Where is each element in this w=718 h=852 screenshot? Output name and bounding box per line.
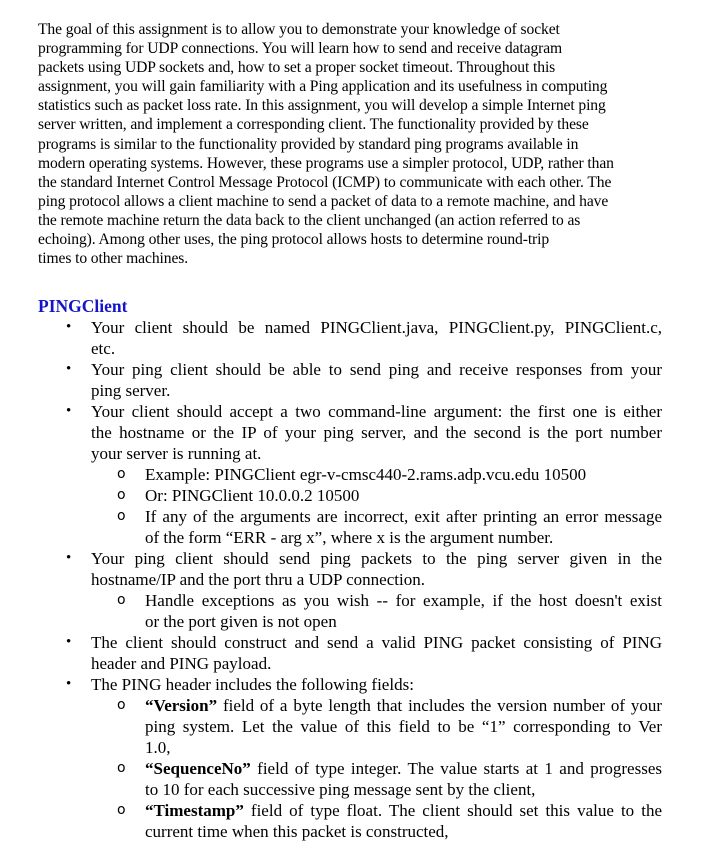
sub-item-line: Or: PINGClient 10.0.0.2 10500	[145, 486, 360, 506]
sub-item-line: If any of the arguments are incorrect, exit after printing an error message	[145, 507, 662, 527]
list-item-line: Your ping client should be able to send ping and receive responses from your	[91, 360, 662, 380]
list-item-line: your server is running at.	[91, 444, 262, 464]
field-desc: field of type float. The client should set this value to the	[243, 801, 662, 821]
sub-item-line: Handle exceptions as you wish -- for example, if the host doesn't exist	[145, 591, 662, 611]
intro-line: echoing). Among other uses, the ping protocol allows hosts to determine round-trip	[38, 231, 550, 249]
sub-item-line: of the form “ERR - arg x”, where x is the argument number.	[145, 528, 554, 548]
sub-item-line	[145, 800, 662, 821]
sub-list-item	[38, 590, 662, 632]
list-item-line: The PING header includes the following fields:	[91, 675, 414, 695]
sub-item-line: current time when this packet is constructed,	[145, 822, 449, 842]
list-item-line: ping server.	[91, 381, 171, 401]
list-item-line: The client should construct and send a valid PING packet consisting of PING	[91, 633, 662, 653]
bullet-icon: •	[66, 319, 72, 336]
field-name-timestamp: “Timestamp”	[145, 801, 244, 821]
field-desc: field of type integer. The value starts at 1 and progresses	[250, 759, 662, 779]
list-item	[38, 632, 662, 674]
list-item-line: Your client should be named PINGClient.java, PINGClient.py, PINGClient.c,	[91, 318, 662, 338]
sub-item-line: Example: PINGClient egr-v-cmsc440-2.rams.adp.vcu.edu 10500	[145, 465, 587, 485]
circle-bullet-icon: o	[117, 697, 126, 714]
bullet-icon: •	[66, 550, 72, 567]
list-item	[38, 674, 662, 695]
section-heading: PINGClient	[38, 296, 128, 317]
sub-item-line: ping system. Let the value of this field to be “1” corresponding to Ver	[145, 717, 662, 737]
intro-line: the standard Internet Control Message Protocol (ICMP) to communicate with each other. The	[38, 173, 612, 191]
circle-bullet-icon: o	[117, 592, 126, 609]
field-name-version: “Version”	[145, 696, 218, 716]
intro-line: The goal of this assignment is to allow you to demonstrate your knowledge of socket	[38, 21, 560, 38]
circle-bullet-icon: o	[117, 487, 126, 504]
circle-bullet-icon: o	[117, 466, 126, 483]
list-item	[38, 359, 662, 401]
list-item-line: Your client should accept a two command-line argument: the first one is either	[91, 402, 662, 422]
list-item-line: the hostname or the IP of your ping server, and the second is the port number	[91, 423, 662, 443]
sub-item-line	[145, 758, 662, 779]
bullet-icon: •	[66, 634, 72, 651]
intro-line: times to other machines.	[38, 250, 189, 268]
list-item	[38, 317, 662, 359]
list-item	[38, 548, 662, 590]
list-item-line: Your ping client should send ping packets to the ping server given in the	[91, 549, 662, 569]
sub-item-line: or the port given is not open	[145, 612, 337, 632]
list-item-line: etc.	[91, 339, 116, 359]
intro-line: ping protocol allows a client machine to send a packet of data to a remote machine, and have	[38, 192, 609, 210]
intro-text	[38, 20, 662, 268]
intro-line: packets using UDP sockets and, how to set a proper socket timeout. Throughout this	[38, 59, 556, 77]
sub-list-item	[38, 695, 662, 758]
sub-item-line	[145, 695, 662, 716]
sub-list-item	[38, 800, 662, 842]
sub-list-item	[38, 506, 662, 548]
field-desc: field of a byte length that includes the version number of your	[217, 696, 662, 716]
intro-line: the remote machine return the data back to the client unchanged (an action referred to as	[38, 211, 581, 229]
bullet-icon: •	[66, 676, 72, 693]
sub-list-item	[38, 464, 662, 485]
sub-item-line: to 10 for each successive ping message sent by the client,	[145, 780, 536, 800]
list-item-line: header and PING payload.	[91, 654, 272, 674]
bullet-icon: •	[66, 361, 72, 378]
intro-line: programming for UDP connections. You will learn how to send and receive datagram	[38, 40, 563, 58]
list-item	[38, 401, 662, 464]
bullet-icon: •	[66, 403, 72, 420]
list-item-line: hostname/IP and the port thru a UDP connection.	[91, 570, 425, 590]
sub-list-item	[38, 485, 662, 506]
circle-bullet-icon: o	[117, 802, 126, 819]
intro-paragraph	[38, 20, 662, 268]
sub-list-item	[38, 758, 662, 800]
intro-line: programs is similar to the functionality provided by standard ping programs available in	[38, 135, 579, 153]
field-name-sequenceno: “SequenceNo”	[145, 759, 251, 779]
circle-bullet-icon: o	[117, 508, 126, 525]
intro-line: server written, and implement a corresponding client. The functionality provided by these	[38, 116, 589, 134]
intro-line: modern operating systems. However, these programs use a simpler protocol, UDP, rather than	[38, 154, 614, 172]
sub-item-line: 1.0,	[145, 738, 171, 758]
intro-line: statistics such as packet loss rate. In this assignment, you will develop a simple Internet ping	[38, 97, 606, 115]
bullet-list	[38, 317, 662, 842]
circle-bullet-icon: o	[117, 760, 126, 777]
intro-line: assignment, you will gain familiarity with a Ping application and its usefulness in computing	[38, 78, 608, 96]
